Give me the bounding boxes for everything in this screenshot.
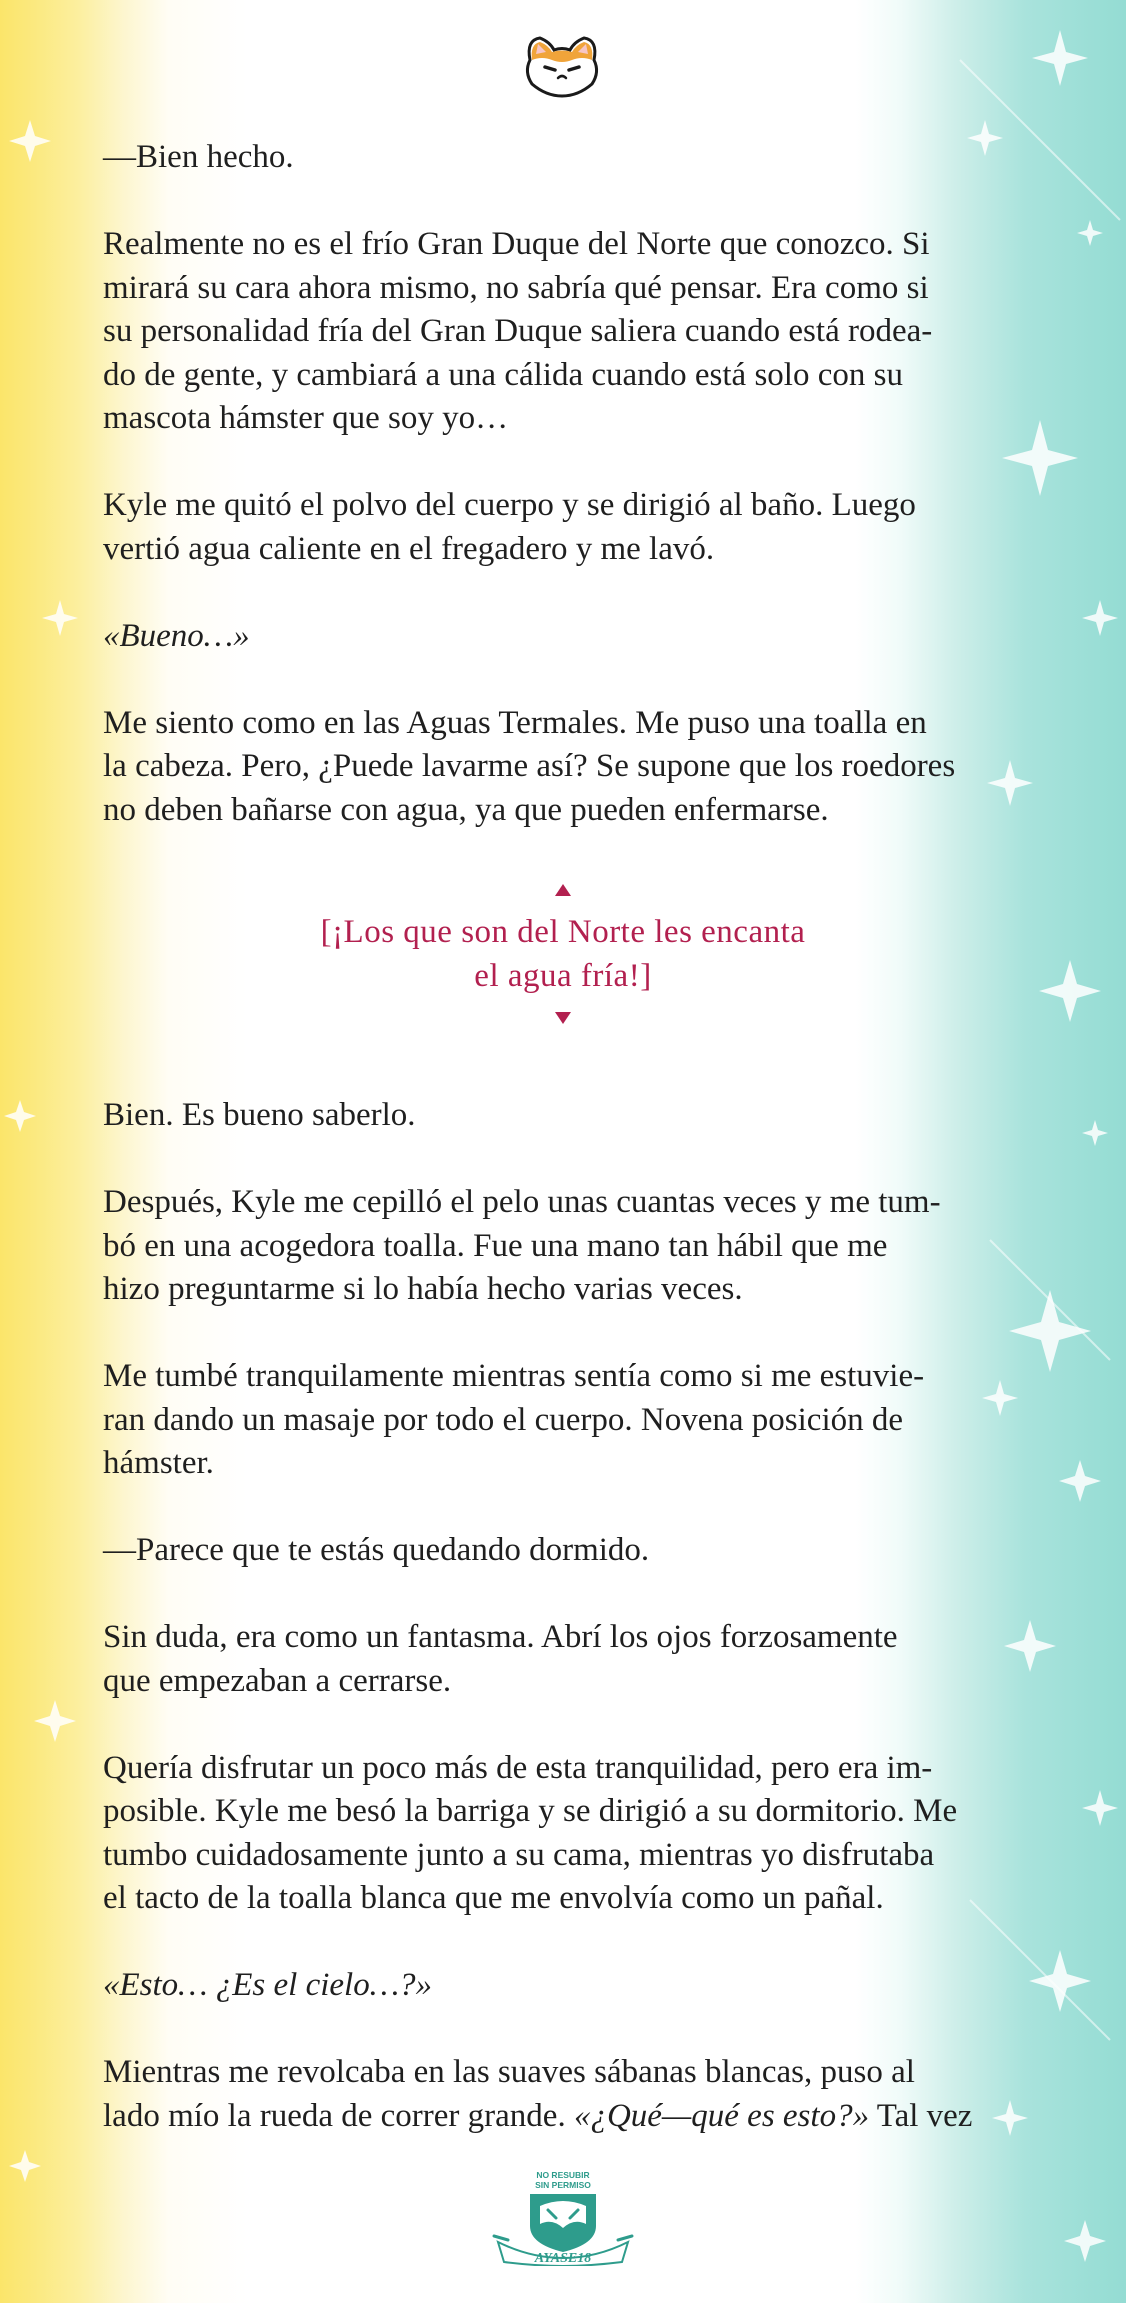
text-line: mirará su cara ahora mismo, no sabría qué pensar. Era como si [103, 269, 929, 306]
text-line: lado mío la rueda de correr grande. [103, 2097, 574, 2134]
scanlation-shield-logo-icon [490, 2166, 636, 2266]
inline-thought: «¿Qué—qué es esto?» [573, 2097, 870, 2134]
text-line: el tacto de la toalla blanca que me envolvía como un pañal. [103, 1880, 884, 1916]
logo-top-text-1: NO RESUBIR [536, 2170, 590, 2180]
paragraph [103, 1181, 1023, 1312]
logo-banner-text: AYASE18 [534, 2251, 592, 2266]
paragraph [103, 2051, 1023, 2138]
paragraph-thought: «Bueno…» [103, 617, 250, 654]
triangle-down-icon [555, 1012, 571, 1024]
text-line: no deben bañarse con agua, ya que pueden enfermarse. [103, 791, 829, 828]
text-line: posible. Kyle me besó la barriga y se dirigió a su dormitorio. Me [103, 1793, 958, 1829]
text-line: hámster. [103, 1445, 214, 1481]
paragraph [103, 702, 1023, 833]
text-line: ran dando un masaje por todo el cuerpo. Novena posición de [103, 1401, 904, 1438]
paragraph-dialogue: —Bien hecho. [103, 139, 294, 175]
chapter-text [103, 136, 1023, 2182]
paragraph [103, 1355, 1023, 1486]
paragraph [103, 223, 1023, 441]
notice-line: el agua fría!] [474, 958, 652, 994]
text-line: Mientras me revolcaba en las suaves sábanas blancas, puso al [103, 2054, 915, 2090]
text-line: su personalidad fría del Gran Duque saliera cuando está rodea- [103, 313, 933, 349]
text-line: mascota hámster que soy yo… [103, 400, 509, 436]
logo-top-text-2: SIN PERMISO [535, 2180, 591, 2190]
text-line: Me tumbé tranquilamente mientras sentía como si me estuvie- [103, 1358, 925, 1394]
text-line: que empezaban a cerrarse. [103, 1662, 452, 1699]
paragraph [103, 484, 1023, 571]
paragraph [103, 1747, 1023, 1921]
paragraph: Bien. Es bueno saberlo. [103, 1097, 416, 1133]
triangle-up-icon [555, 884, 571, 896]
text-line: Kyle me quitó el polvo del cuerpo y se dirigió al baño. Luego [103, 487, 916, 523]
text-line: bó en una acogedora toalla. Fue una mano tan hábil que me [103, 1227, 888, 1264]
system-notice-text [103, 910, 1023, 998]
text-line: Sin duda, era como un fantasma. Abrí los ojos forzosamente [103, 1619, 898, 1655]
text-line: Quería disfrutar un poco más de esta tranquilidad, pero era im- [103, 1749, 933, 1786]
text-line: tumbo cuidadosamente junto a su cama, mientras yo disfrutaba [103, 1836, 935, 1873]
text-line: la cabeza. Pero, ¿Puede lavarme así? Se supone que los roedores [103, 748, 956, 784]
paragraph [103, 1616, 1023, 1703]
text-line: Después, Kyle me cepilló el pelo unas cuantas veces y me tum- [103, 1184, 941, 1220]
text-line: Me siento como en las Aguas Termales. Me puso una toalla en [103, 704, 927, 741]
text-line: hizo preguntarme si lo había hecho varias veces. [103, 1271, 743, 1307]
notice-line: [¡Los que son del Norte les encanta [320, 914, 806, 950]
text-line-tail: Tal vez [869, 2097, 973, 2134]
system-notice [103, 884, 1023, 1024]
paragraph-thought: «Esto… ¿Es el cielo…?» [103, 1967, 433, 2003]
paragraph-dialogue: —Parece que te estás quedando dormido. [103, 1532, 650, 1568]
text-line: Realmente no es el frío Gran Duque del Norte que conozco. Si [103, 226, 930, 262]
text-line: vertió agua caliente en el fregadero y me lavó. [103, 530, 715, 567]
hamster-face-icon [520, 30, 604, 100]
text-line: do de gente, y cambiará a una cálida cuando está solo con su [103, 356, 903, 393]
